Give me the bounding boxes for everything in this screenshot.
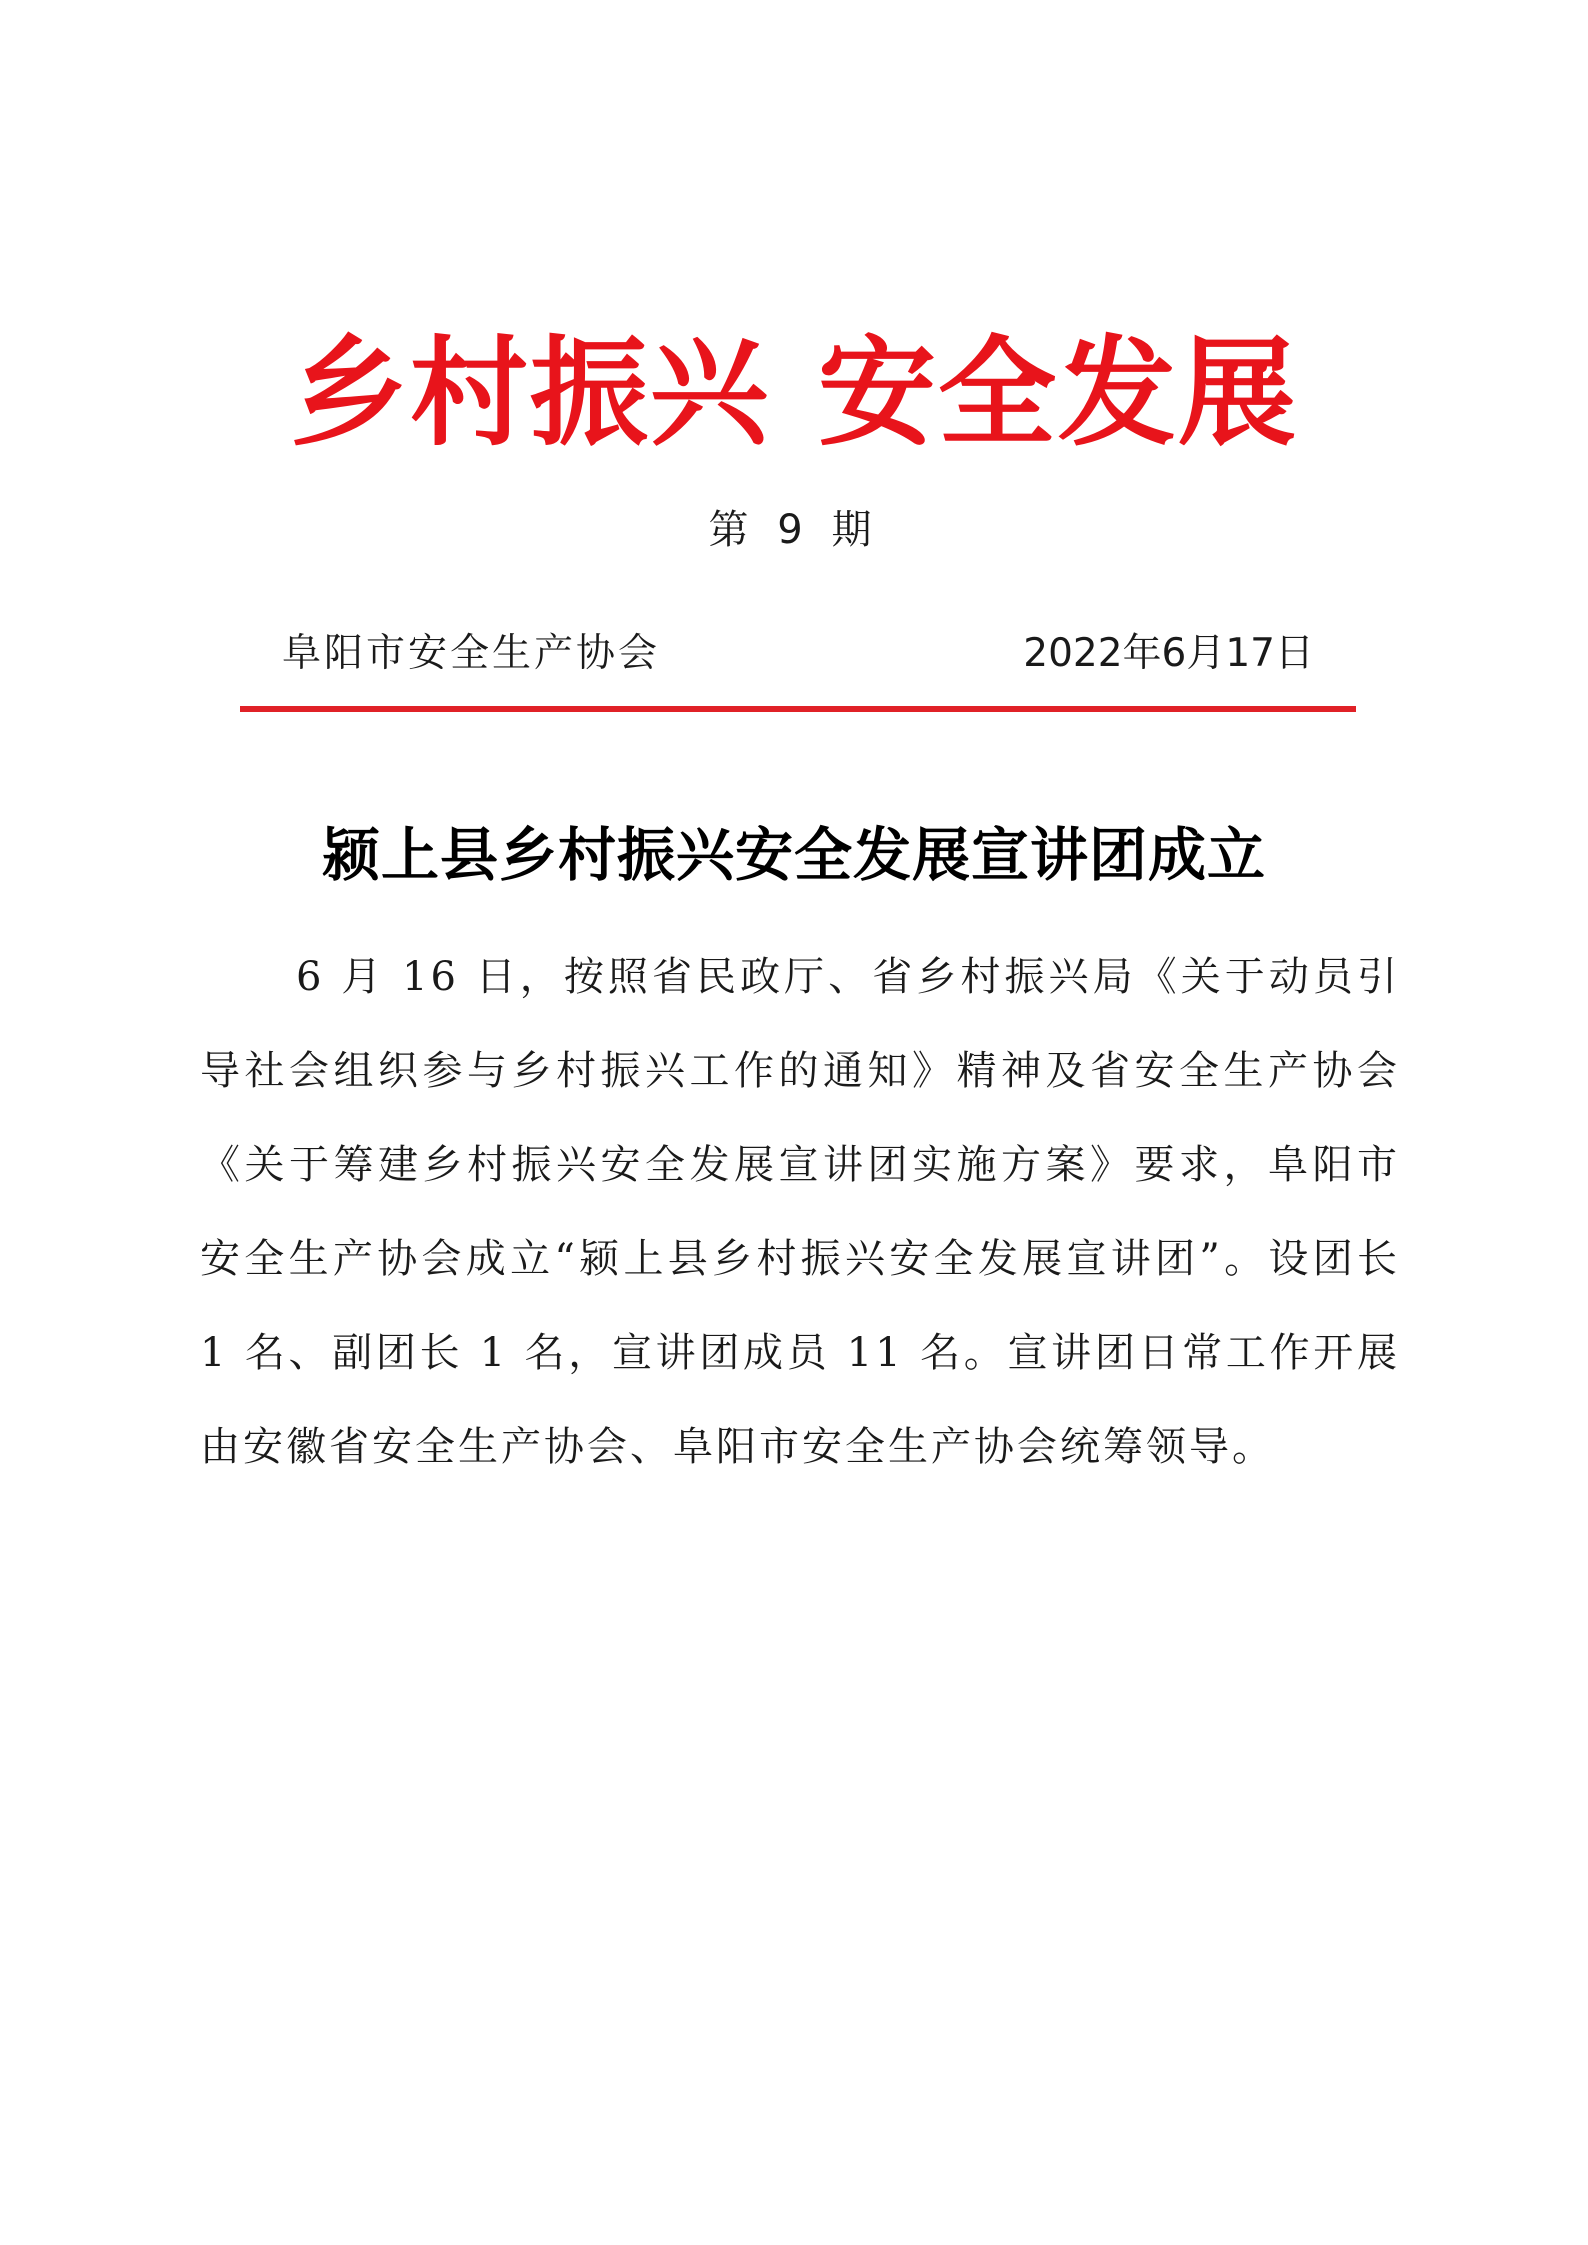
red-divider-rule — [240, 706, 1356, 712]
issue-suffix: 期 — [831, 507, 880, 553]
article-headline: 颍上县乡村振兴安全发展宣讲团成立 — [321, 820, 1266, 889]
issuing-organization: 阜阳市安全生产协会 — [282, 631, 661, 676]
issue-number-value: 9 — [777, 507, 811, 553]
masthead-title — [0, 318, 1588, 468]
issue-date: 2022年6月17日 — [1023, 631, 1314, 676]
masthead-title-left: 乡村振兴 — [289, 324, 770, 462]
issue-number — [0, 502, 1588, 558]
masthead-title-right: 安全发展 — [818, 324, 1299, 462]
issue-prefix: 第 — [708, 507, 757, 553]
article-body: 6 月 16 日，按照省民政厅、省乡村振兴局《关于动员引导社会组织参与乡村振兴工作的通知》精神及省安全生产协会《关于筹建乡村振兴安全发展宣讲团实施方案》要求，阜阳市安全生产协会成立“颍上县乡村振兴安全发展宣讲团”。设团长 1 名、副团长 1 名，宣讲团成员 11 名。宣讲团日常工作开展由安徽省安全生产协会、阜阳市安全生产协会统筹领导。 — [200, 954, 1400, 1470]
